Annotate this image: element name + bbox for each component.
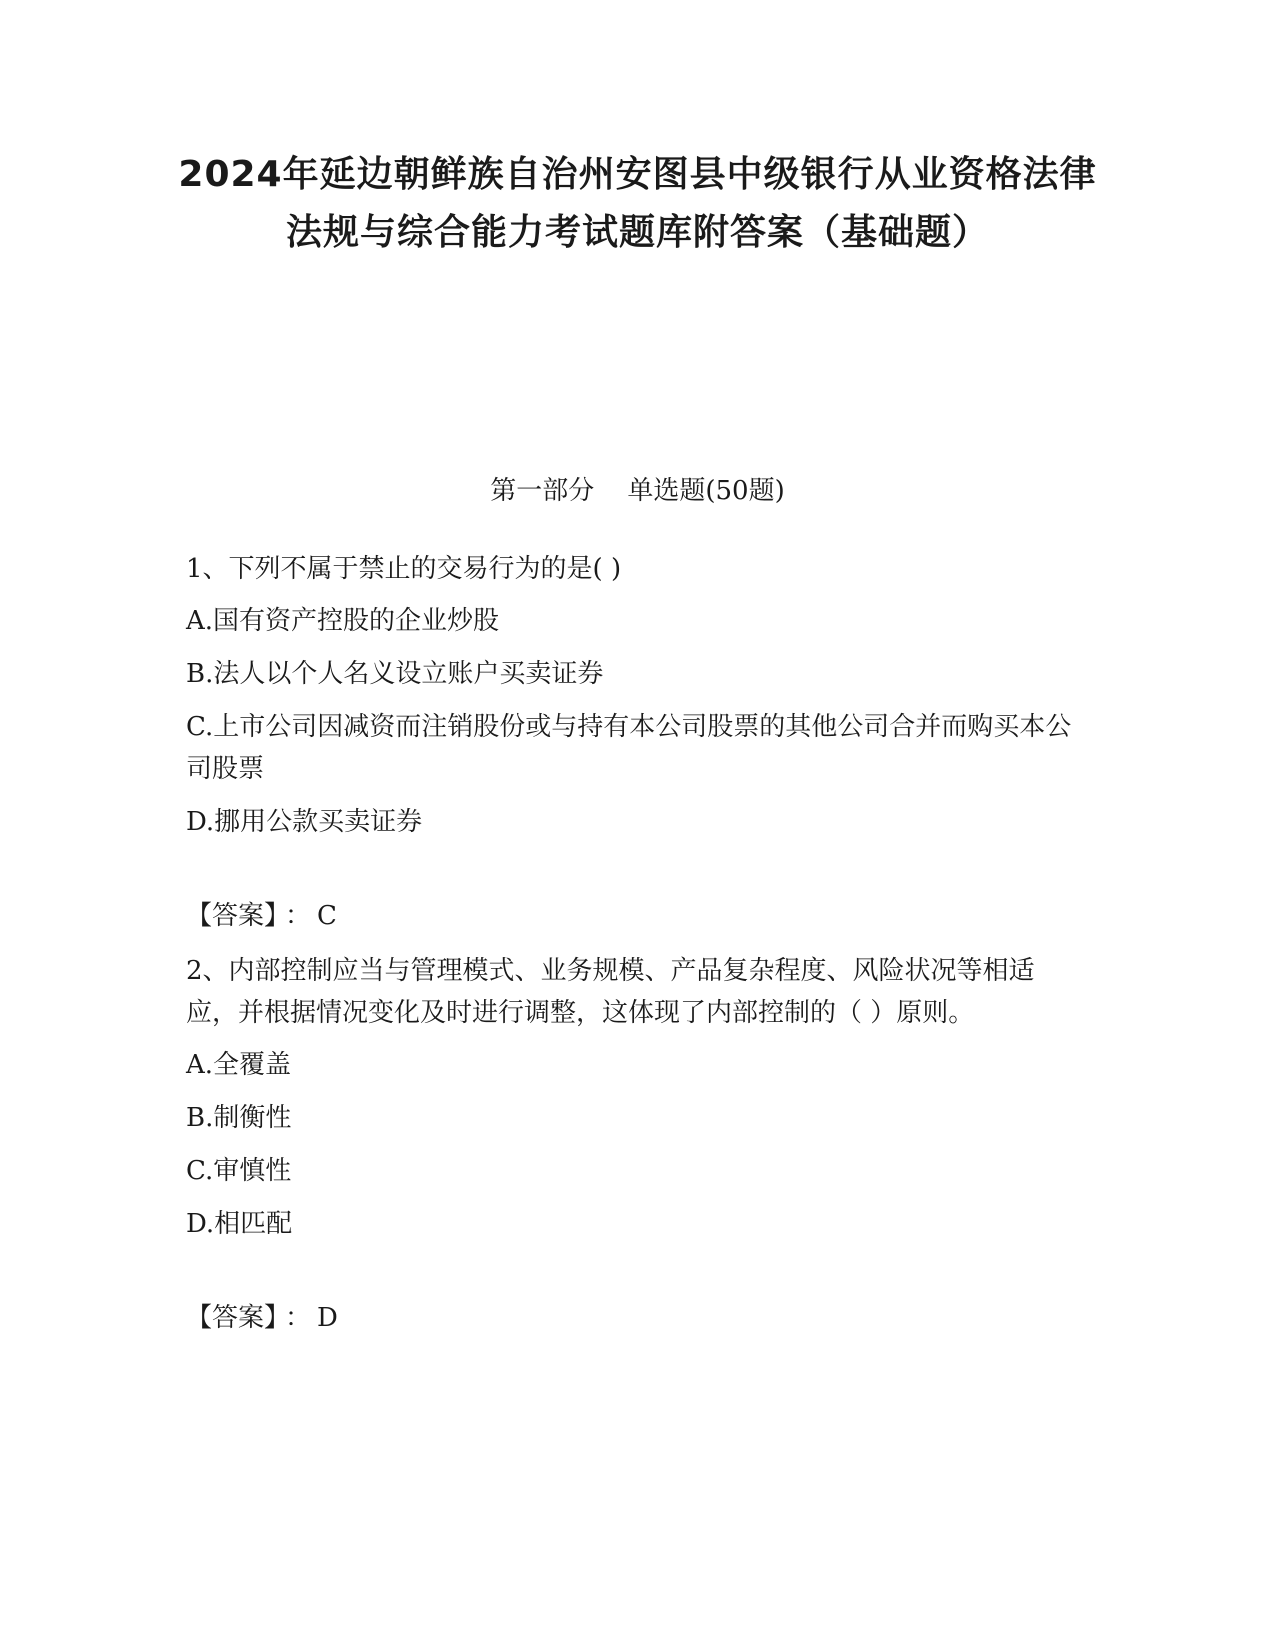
option-d: D.挪用公款买卖证券 [186, 807, 423, 837]
question-1 [186, 548, 1086, 937]
answer-value: C [317, 901, 337, 931]
question-2 [186, 950, 1086, 1339]
option-c: C.上市公司因减资而注销股份或与持有本公司股票的其他公司合并而购买本公司股票 [186, 712, 1072, 784]
answer-line [186, 1297, 1086, 1339]
answer-label: 【答案】 [186, 1303, 278, 1333]
option-c: C.审慎性 [186, 1156, 292, 1186]
answer-separator: ： [285, 1303, 312, 1333]
question-stem: 2、内部控制应当与管理模式、业务规模、产品复杂程度、风险状况等相适应，并根据情况变化及时进行调整，这体现了内部控制的（ ）原则。 [186, 956, 1035, 1028]
option-b: B.法人以个人名义设立账户买卖证券 [186, 659, 604, 689]
question-stem: 1、下列不属于禁止的交易行为的是( ) [186, 554, 622, 584]
section-heading: 第一部分 单选题(50题) [490, 476, 785, 506]
option-a: A.国有资产控股的企业炒股 [186, 606, 500, 636]
option-d: D.相匹配 [186, 1209, 293, 1239]
option-b: B.制衡性 [186, 1103, 292, 1133]
answer-label: 【答案】 [186, 901, 278, 931]
document-title: 2024年延边朝鲜族自治州安图县中级银行从业资格法律法规与综合能力考试题库附答案（基础题） [178, 154, 1097, 253]
answer-value: D [317, 1303, 338, 1333]
answer-line [186, 895, 1086, 937]
option-a: A.全覆盖 [186, 1050, 292, 1080]
answer-separator: ： [285, 901, 312, 931]
